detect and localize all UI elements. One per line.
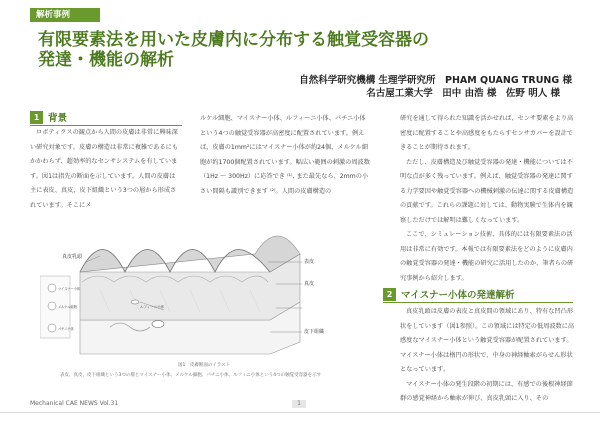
pacini-corpuscle-shape (152, 321, 164, 328)
label-merkel: メルケル細胞 (58, 305, 77, 309)
label-dermal-papilla: 真皮乳頭 (62, 254, 83, 260)
section2-rule (383, 302, 573, 303)
figure-caption-title: 図1 皮膚断面のイラスト (178, 363, 231, 368)
meissner-icon (48, 284, 56, 292)
section1-number: 1 (30, 111, 43, 124)
section2-number: 2 (383, 288, 396, 301)
author-affiliation-1: 自然科学研究機構 生理学研究所 PHAM QUANG TRUNG 様 (299, 75, 572, 86)
body-column-3 (400, 112, 575, 286)
figure-caption-description: 表皮、真皮、皮下組織という3つの層とマイスナー小体、メルケル細胞、パチニ小体、ルフィニ小体という4つの触覚受容器を示す (60, 373, 322, 378)
footer-rule (0, 412, 600, 413)
section2-body (400, 305, 575, 407)
col2-paragraph: ルケル細胞、マイスナー小体、ルフィーニ小体、パチニ小体という4つの触覚受容器が高密度に配置されています。例えば、皮膚の1mm²にはマイスナー小体が約24個、メルケル細胞が約1700個配置されています。幅広い範囲の刺激の周波数（1Hz ～ 300Hz）に応答でき ⁽¹⁾, また最先なら、2mmの小さい間隔も識別できます ⁽²⁾。人間の皮膚構造の (200, 115, 370, 195)
col1-paragraph: ロボティクスの観点から人間の皮膚は非常に興味深い研究対象です。皮膚の構造は非常に複雑であるにもかかわらず、超効率的なセンサシステムを有しています。図1は指先の断面を示しています。人間の皮膚は主に表皮、真皮、皮下組織という3つの層から形成されています。そこにメ (30, 129, 179, 209)
section1-title: 背景 (48, 113, 68, 124)
col3-paragraph-1: 研究を通して得られた知識を活かせれば、センサ要素をより高密度に配置することや高感度をもたらすセンサカバーを設計できることが期待されます。 (400, 115, 574, 151)
author-affiliation-2: 名古屋工業大学 田中 由浩 様 佐野 明人 様 (366, 88, 560, 99)
label-epidermis: 表皮 (304, 259, 315, 265)
label-pacini: パチニ小体 (58, 327, 74, 331)
section1-heading (30, 110, 67, 124)
body-column-1 (30, 126, 180, 213)
pacini-icon (48, 324, 56, 332)
skin-illustration (40, 232, 370, 358)
category-tag: 解析事例 (30, 8, 100, 22)
section2-paragraph-2: マイスナー小体の発生段階の初期には、有感での後根神経節群の感覚神経から軸索が伸び、真皮乳頭に入り、その (400, 380, 573, 402)
col3-paragraph-3: ここで、シミュレーション技術、具体的には有限要素法の活用は非常に有効です。本報では有限要素法をどのように皮膚内の触覚受容器の発達・機能の研究に活用したのか、筆者らの研究事例から紹介します。 (400, 231, 574, 282)
ruffini-corpuscle-shape (131, 300, 139, 304)
label-dermis: 真皮 (304, 281, 315, 287)
section2-paragraph-1: 真皮乳頭は皮膚の表皮と真皮間の領域にあり、特有な凹凸形状をしています（図1参照）。この領域には特定の低周波数に高感度なマイスナー小体という触覚受容器が配置されています。マイスナー小体は楕円の形状で、中身の神経軸索がらせん形状となっています。 (400, 308, 575, 373)
article-title-line2: 発達・機能の解析 (38, 50, 174, 70)
body-column-2 (200, 112, 370, 199)
label-subcutaneous: 皮下組織 (304, 329, 325, 335)
article-title-line1: 有限要素法を用いた皮膚内に分布する触覚受容器の (38, 30, 429, 50)
page-number: 1 (292, 400, 306, 408)
merkel-icon (48, 302, 56, 310)
skin-cross-section-figure (40, 232, 370, 358)
label-ruffini: ルフィーニ小体 (140, 305, 165, 309)
col3-paragraph-2: ただし、皮膚構造及び触覚受容器の発達・機能については不明な点が多く残っています。例えば、触覚受容器の発達に関する力学要因や触覚受容器への機械刺激の伝達に関する皮膚構造の貢献です。これらの課題に対しては、動物実験で生体内を観察しただけでは解明は難しくなっています。 (400, 158, 574, 224)
label-meissner: マイスナー小体 (58, 287, 81, 291)
section2-title: マイスナー小体の発達解析 (401, 290, 515, 301)
section2-heading (383, 287, 515, 301)
footer-journal: Mechanical CAE NEWS Vol.31 (30, 400, 119, 407)
